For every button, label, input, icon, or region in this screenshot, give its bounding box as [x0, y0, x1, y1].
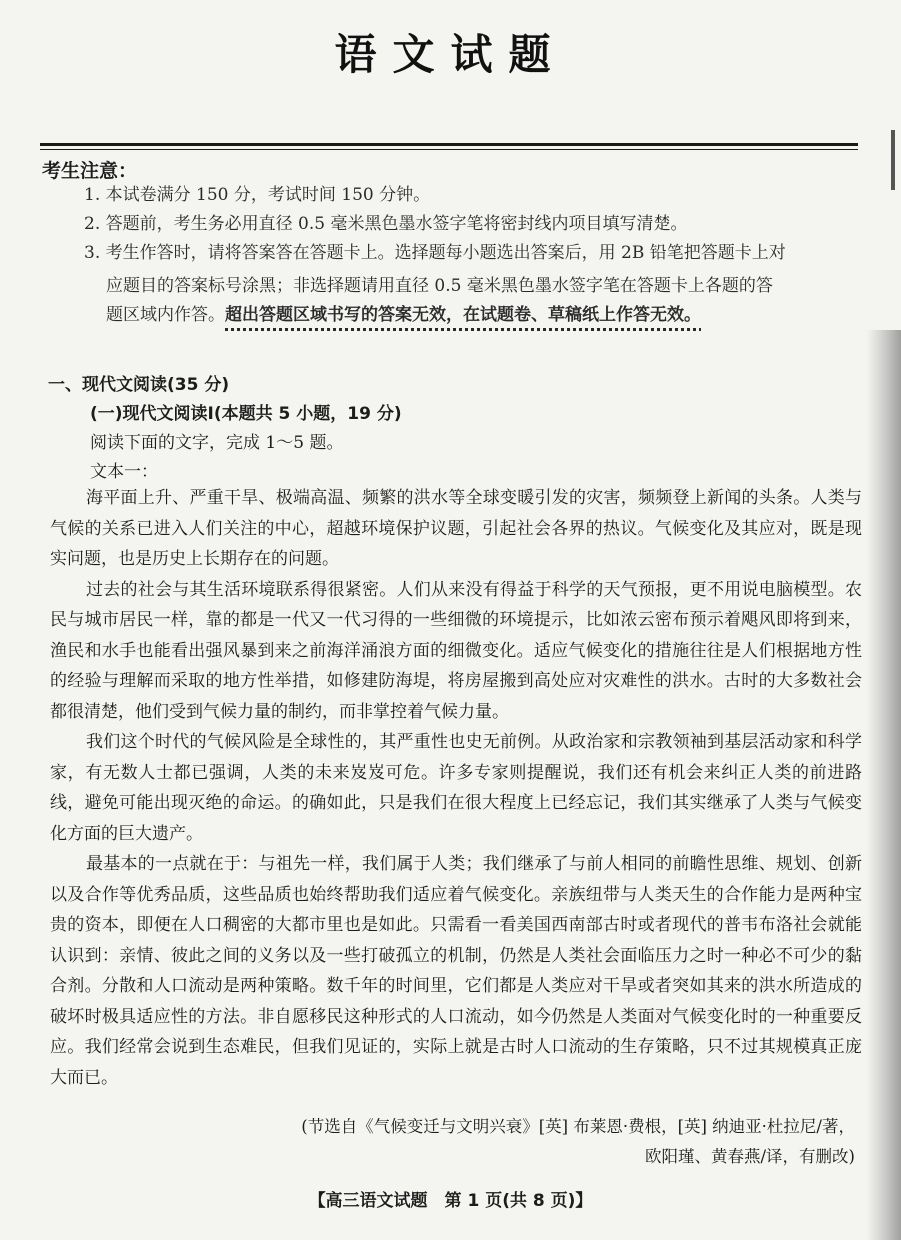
- scan-mark: [891, 130, 895, 190]
- header-rule: [40, 143, 858, 146]
- notice-emphasis: 超出答题区域书写的答案无效，在试题卷、草稿纸上作答无效。: [225, 305, 701, 325]
- subsection-title: (一)现代文阅读Ⅰ(本题共 5 小题，19 分): [90, 404, 402, 424]
- text-label: 文本一：: [90, 462, 158, 482]
- paragraph: 过去的社会与其生活环境联系得很紧密。人们从来没有得益于科学的天气预报，更不用说电脑模型。农民与城市居民一样，靠的都是一代又一代习得的一些细微的环境提示，比如浓云密布预示着飓风即将到来，渔民和水手也能看出强风暴到来之前海洋涌浪方面的细微变化。适应气候变化的措施往往是人们根据地方性的经验与理解而采取的地方性举措，如修建防海堤，将房屋搬到高处应对灾难性的洪水。古时的大多数社会都很清楚，他们受到气候力量的制约，而非掌控着气候力量。: [50, 579, 862, 722]
- source-line-2: 欧阳瑾、黄春燕/译，有删改): [645, 1147, 855, 1166]
- notice-plain-text: 题区域内作答。: [106, 305, 225, 325]
- notice-item-3-end: [106, 300, 866, 325]
- notice-item-3-cont: 应题目的答案标号涂黑；非选择题请用直径 0.5 毫米黑色墨水签字笔在答题卡上各题的答: [106, 276, 773, 296]
- notice-item-3: 3. 考生作答时，请将答案答在答题卡上。选择题每小题选出答案后，用 2B 铅笔把答题卡上对: [84, 243, 786, 263]
- page-title: 语文试题: [334, 30, 567, 79]
- notice-item-2: 2. 答题前，考生务必用直径 0.5 毫米黑色墨水签字笔将密封线内项目填写清楚。: [84, 214, 688, 234]
- source-citation: [301, 1112, 855, 1172]
- notice-item-1: 1. 本试卷满分 150 分，考试时间 150 分钟。: [84, 185, 431, 205]
- paragraph: 海平面上升、严重干旱、极端高温、频繁的洪水等全球变暖引发的灾害，频频登上新闻的头条。人类与气候的关系已进入人们关注的中心，超越环境保护议题，引起社会各界的热议。气候变化及其应对，既是现实问题，也是历史上长期存在的问题。: [50, 488, 862, 569]
- paragraph: 我们这个时代的气候风险是全球性的，其严重性也史无前例。从政治家和宗教领袖到基层活动家和科学家，有无数人士都已强调，人类的未来岌岌可危。许多专家则提醒说，我们还有机会来纠正人类的前进路线，避免可能出现灭绝的命运。的确如此，只是我们在很大程度上已经忘记，我们其实继承了人类与气候变化方面的巨大遗产。: [50, 732, 862, 844]
- header-rule-thin: [40, 149, 858, 150]
- notice-heading: 考生注意：: [42, 160, 138, 182]
- instruction: 阅读下面的文字，完成 1～5 题。: [90, 433, 344, 453]
- page-footer: 【高三语文试题 第 1 页(共 8 页)】: [308, 1191, 593, 1211]
- source-line-1: (节选自《气候变迁与文明兴衰》[英] 布莱恩·费根，[英] 纳迪亚·杜拉尼/著，: [301, 1117, 855, 1136]
- section-title: 一、现代文阅读(35 分): [48, 375, 230, 395]
- passage: [50, 483, 862, 1093]
- paragraph: 最基本的一点就在于：与祖先一样，我们属于人类；我们继承了与前人相同的前瞻性思维、规划、创新以及合作等优秀品质，这些品质也始终帮助我们适应着气候变化。亲族纽带与人类天生的合作能力是两种宝贵的资本，即便在人口稠密的大都市里也是如此。只需看一看美国西南部古时或者现代的普韦布洛社会就能认识到：亲情、彼此之间的义务以及一些打破孤立的机制，仍然是人类社会面临压力之时一种必不可少的黏合剂。分散和人口流动是两种策略。数千年的时间里，它们都是人类应对干旱或者突如其来的洪水所造成的破坏时极具适应性的方法。非自愿移民这种形式的人口流动，如今仍然是人类面对气候变化时的一种重要反应。我们经常会说到生态难民，但我们见证的，实际上就是古时人口流动的生存策略，只不过其规模真正庞大而已。: [50, 854, 862, 1088]
- scan-shadow: [867, 330, 901, 1240]
